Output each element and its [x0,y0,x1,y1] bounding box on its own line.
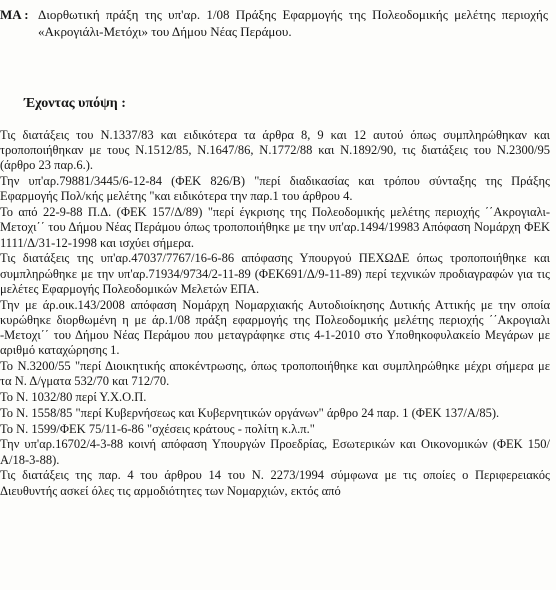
subject-block [0,6,548,40]
paragraph: Την με άρ.οικ.143/2008 απόφαση Νομάρχη Νομαρχιακής Αυτοδιοίκησης Δυτικής Αττικής με την οποία κυρώθηκε διορθωμένη η με άρ.1/08 πράξη εφαρμογής της Πολεοδομικής μελέτης περιοχής ΄΄Ακρογιαλι -Μετοχι΄΄ του Δήμου Νέας Περάμου που μεταγράφηκε στις 4-1-2010 στο Υποθηκοφυλακείο Μεγάρων με αριθμό καταχώρησης 1. [0,297,550,358]
subject-label: ΜΑ : [0,7,29,22]
paragraph: Τις διατάξεις του Ν.1337/83 και ειδικότερα τα άρθρα 8, 9 και 12 αυτού όπως συμπληρώθηκαν και τροποποιήθηκαν με τους Ν.1512/85, Ν.1647/86, Ν.1772/88 και Ν.1892/90, τις διατάξεις του Ν.2300/95 (άρθρο 23 παρ.6.). [0,128,550,173]
paragraph: Το Ν. 1032/80 περί Υ.Χ.Ο.Π. [0,390,147,405]
paragraph: Την υπ'αρ.79881/3445/6-12-84 (ΦΕΚ 826/Β) "περί διαδικασίας και τρόπου σύνταξης της Πράξης Εφαρμογής Πολ/κής μελέτης "και ειδικότερα την παρ.1 του άρθρου 4. [0,174,550,204]
paragraph: Το Ν. 1558/85 "περί Κυβερνήσεως και Κυβερνητικών οργάνων" άρθρο 24 παρ. 1 (ΦΕΚ 137/Α/85). [0,405,500,420]
considerations-heading: Έχοντας υπόψη : [24,96,126,111]
paragraph: Την υπ'αρ.16702/4-3-88 κοινή απόφαση Υπουργών Προεδρίας, Εσωτερικών και Οικονομικών (ΦΕΚ 150/Α/18-3-88). [0,437,550,467]
paragraph: Το Ν.3200/55 "περί Διοικητικής αποκέντρωσης, όπως τροποποιήθηκε και συμπληρώθηκε μέχρι σήμερα με τα Ν. Δ/γματα 532/70 και 712/70. [0,359,550,389]
paragraph: Τις διατάξεις της παρ. 4 του άρθρου 14 του Ν. 2273/1994 σύμφωνα με τις οποίες ο Περιφερειακός Διευθυντής ασκεί όλες τις αρμοδιότητες των Νομαρχιών, εκτός από [0,468,550,498]
paragraph: Το από 22-9-88 Π.Δ. (ΦΕΚ 157/Δ/89) "περί έγκρισης της Πολεοδομικής μελέτης περιοχής ΄΄Ακρογιαλι-Μετοχι΄΄ του Δήμου Νέας Περάμου όπως τροποποιήθηκε με την υπ'αρ.1494/19983 Απόφαση Νομάρχη ΦΕΚ 1111/Δ/31-12-1998 και ισχύει σήμερα. [0,205,550,250]
paragraph: Το Ν. 1599/ΦΕΚ 75/11-6-86 "σχέσεις κράτους - πολίτη κ.λ.π." [0,421,315,436]
subject-text: Διορθωτική πράξη της υπ'αρ. 1/08 Πράξης Εφαρμογής της Πολεοδομικής μελέτης περιοχής «Ακρογιάλι-Μετόχι» του Δήμου Νέας Περάμου. [38,7,548,39]
document-body [0,128,550,499]
paragraph: Τις διατάξεις της υπ'αρ.47037/7767/16-6-86 απόφασης Υπουργού ΠΕΧΩΔΕ όπως τροποποιήθηκε και συμπληρώθηκε με την υπ'αρ.71934/9734/2-11-89 (ΦΕΚ691/Δ/9-11-89) περί τεχνικών προδιαγραφών για τις μελέτες Εφαρμογής Πολεοδομικών Μελετών ΕΠΑ. [0,251,550,296]
